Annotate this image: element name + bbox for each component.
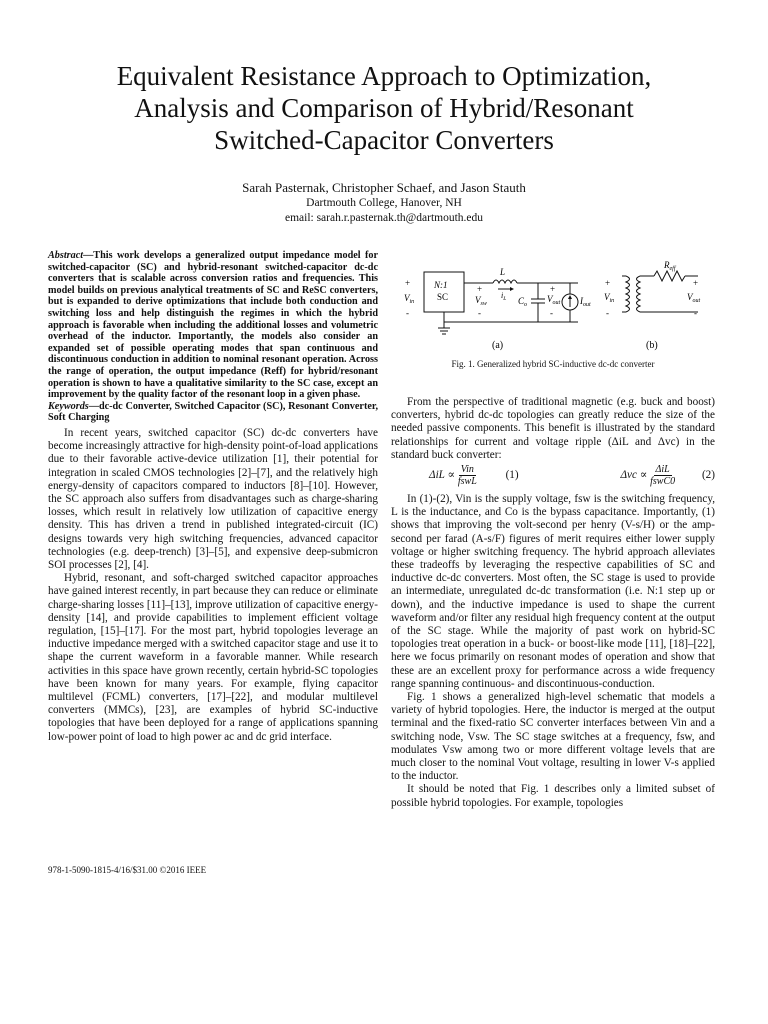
vout-minus: - <box>550 308 553 318</box>
keywords-text: —dc-dc Converter, Switched Capacitor (SC), Resonant Converter, Soft Charging <box>48 400 378 424</box>
authors: Sarah Pasternak, Christopher Schaef, and Jason Stauth <box>242 180 526 195</box>
abstract <box>48 250 378 401</box>
b-vout-minus: - <box>694 308 697 318</box>
eq1-denominator: fswL <box>457 476 477 488</box>
subfigure-a-label: (a) <box>492 340 504 351</box>
eq2-fraction <box>650 464 675 487</box>
inductor-label: L <box>500 267 506 277</box>
iout-label: $I_{out}$ <box>580 296 591 308</box>
copyright-footer: 978-1-5090-1815-4/16/$31.00 ©2016 IEEE <box>48 865 207 875</box>
right-paragraph-1: From the perspective of traditional magnetic (e.g. buck and boost) converters, hybrid dc-dc topologies can greatly reduce the size of the needed passive components. This benefit is illustrated by the standard relationships for current and voltage ripple (ΔiL and Δvc) in the standard buck converter: <box>391 396 715 461</box>
inductor-l <box>493 280 517 283</box>
equations-1-2 <box>391 464 715 487</box>
paper-title <box>40 60 728 156</box>
eq2-denominator: fswC0 <box>650 476 676 488</box>
b-vout-label: $V_{out}$ <box>687 292 701 304</box>
co-label: $C_o$ <box>518 296 528 308</box>
title-line-3: Switched-Capacitor Converters <box>214 125 554 155</box>
eq2-tag: (2) <box>701 469 715 482</box>
vin-label: $V_{in}$ <box>404 293 415 305</box>
eq2-numerator: ΔiL <box>655 464 670 476</box>
email: email: sarah.r.pasternak.th@dartmouth.edu <box>284 212 484 224</box>
block-label-sc: SC <box>437 292 449 302</box>
transformer-secondary <box>637 276 641 312</box>
abstract-lead: Abstract <box>48 250 84 261</box>
right-paragraph-4: It should be noted that Fig. 1 describes only a limited subset of possible hybrid topologies. For example, topologies <box>391 783 715 809</box>
intro-paragraph-1: In recent years, switched capacitor (SC) dc-dc converters have become increasingly attractive for high-density point-of-load applications due to their favorable active-device utilization [1], their potential for integration in scaled CMOS technologies [2]–[7], and the relatively high energy-density of capacitors compared to inductors [8]–[10]. However, the SC approach also suffers from disadvantages such as charge-sharing losses, which result in relatively low utilization of capacitive energy density. This has driven a trend in published integrated-circuit (IC) designs towards very high switching frequencies, advanced capacitor technologies (e.g. deep-trench) [3]–[5], and expensive deep-submicron SOI processes [2], [4]. <box>48 426 378 571</box>
affiliation: Dartmouth College, Hanover, NH <box>306 197 462 209</box>
vsw-label: $V_{sw}$ <box>475 295 487 307</box>
b-vin-label: $V_{in}$ <box>604 292 615 304</box>
left-column <box>48 250 378 744</box>
vout-label: $V_{out}$ <box>547 294 561 306</box>
reff-label: $R_{eff}$ <box>664 260 676 272</box>
vsw-minus: - <box>478 308 481 318</box>
subfigure-b-label: (b) <box>646 340 658 351</box>
title-line-1: Equivalent Resistance Approach to Optimization, <box>116 61 652 91</box>
intro-paragraph-2: Hybrid, resonant, and soft-charged switched capacitor approaches have gained interest recently, in part because they can reduce or eliminate charge-sharing losses [11]–[13], improve utilization of capacitive energy-density [14], and provide capabilities to implement efficient voltage regulation, [15]–[17]. For the most part, hybrid topologies leverage an inductive impedance merged with a switched capacitor stage and use it to shape the current waveform in a favorable manner. While research activities in this space have grown recently, certain hybrid-SC topologies have been known for many years. For example, flying capacitor multilevel (FCML) converters, [17]–[22], and modular multilevel converters (MMCs), [23], are examples of hybrid SC-inductive topologies that have been deployed for a range of applications spanning low-power point of load to high power ac and dc grid interface. <box>48 572 378 743</box>
eq1-tag: (1) <box>505 469 519 482</box>
equation-2 <box>620 464 715 487</box>
b-vin-plus: + <box>605 278 611 288</box>
figure-1-schematic <box>398 256 718 376</box>
il-label: $i_L$ <box>501 291 507 302</box>
b-vout-plus: + <box>693 278 699 288</box>
title-line-2: Analysis and Comparison of Hybrid/Resonant <box>134 93 634 123</box>
keywords <box>48 401 378 424</box>
abstract-text: —This work develops a generalized output impedance model for switched-capacitor (SC) and hybrid-resonant switched-capacitor dc-dc converters that is scalable across conversion ratios and frequencies. This model builds on previous analytical treatments of SC and ReSC converters, but is expanded to derive optimizations that include both conduction and switching loss and help distinguish the regimes in which the hybrid approach is favorable when including the additional losses and volumetric overhead of the inductor. Importantly, the models also consider an expanded set of possible operating modes that span continuous and discontinuous conduction in addition to nominal resonant operation. Across the range of operation, the output impedance (Reff) for hybrid/resonant operation is shown to have a qualitative similarity to the SC case, except an improvement by the quality factor of the resonant loop in a given phase. <box>48 250 378 401</box>
keywords-lead: Keywords <box>48 400 89 412</box>
vsw-plus: + <box>477 284 483 294</box>
eq2-lhs: Δvc ∝ <box>620 469 648 482</box>
eq1-lhs: ΔiL ∝ <box>429 469 456 482</box>
eq1-fraction <box>458 464 477 487</box>
transformer-primary <box>626 276 630 312</box>
resistor-reff <box>654 271 685 281</box>
b-vin-minus: - <box>606 308 609 318</box>
vout-plus: + <box>550 284 556 294</box>
vin-minus: - <box>406 308 409 318</box>
block-label-n1: N:1 <box>434 280 448 290</box>
right-paragraph-3: Fig. 1 shows a generalized high-level schematic that models a variety of hybrid topologies. Here, the inductor is merged at the output terminal and the fixed-ratio SC converter interfaces between Vin and a switching node, Vsw. The SC stage switches at a frequency, fsw, and modulates Vsw among two or more different voltage levels that are much closer to the nominal Vout voltage, resulting in lower V-s applied to the inductor. <box>391 691 715 783</box>
right-column <box>391 396 715 810</box>
vin-plus: + <box>405 278 411 288</box>
eq1-numerator: Vin <box>460 464 474 476</box>
equation-1 <box>391 464 519 487</box>
right-paragraph-2: In (1)-(2), Vin is the supply voltage, fsw is the switching frequency, L is the inductance, and Co is the bypass capacitance. Importantly, (1) shows that improving the volt-second per henry (V-s/H) or the amp-second per farad (A-s/F) figures of merit requires either lower supply voltage or higher switching frequency. The hybrid approach alleviates these tradeoffs by leveraging the respective capabilities of SC and inductive dc-dc converters. Most often, the SC stage is used to provide an intermediate, unregulated dc-dc transformation (i.e. N:1 step up or down), and the inductive impedance is used to shape the current waveform and/or filter any residual high frequency content at the output of the SC stage. While the majority of past work on hybrid-SC topologies treat operation in a buck- or boost-like mode [11], [18]–[22], here we focus primarily on resonant modes of operation and show that these are an excellent proxy for performance across a wide frequency range spanning continuous- and discontinuous-conduction. <box>391 493 715 690</box>
figure-1-caption: Fig. 1. Generalized hybrid SC-inductive dc-dc converter <box>451 359 655 369</box>
